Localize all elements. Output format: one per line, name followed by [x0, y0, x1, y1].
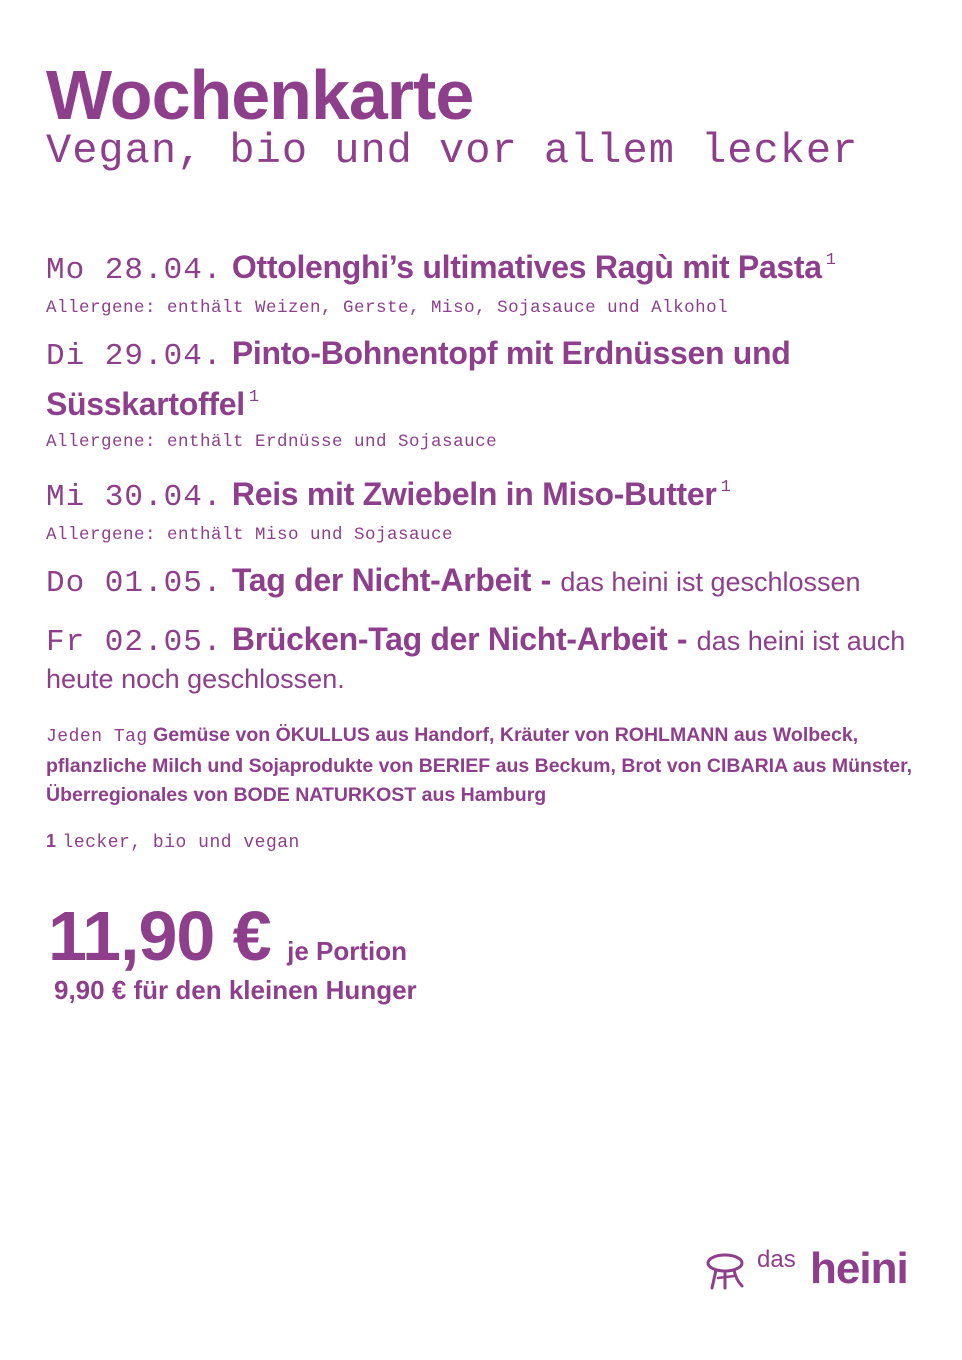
suppliers-lead: Jeden Tag [46, 727, 148, 747]
menu-entry-dish: Ottolenghi’s ultimatives Ragù mit Pasta [231, 249, 822, 285]
logo-heini: heini [810, 1244, 908, 1293]
menu-entry-date: Mo 28.04. [46, 253, 223, 288]
footnote-mark: 1 [720, 478, 731, 497]
footnote [46, 829, 300, 855]
menu-entry-tuesday [46, 333, 926, 453]
suppliers-info [46, 721, 926, 810]
menu-entry-date: Mi 30.04. [46, 480, 223, 515]
heini-logo [700, 1244, 920, 1294]
page-subtitle: Vegan, bio und vor allem lecker [46, 127, 859, 175]
menu-entry-date: Di 29.04. [46, 339, 223, 374]
menu-entry-allergens: Allergene: enthält Weizen, Gerste, Miso, Sojasauce und Alkohol [46, 298, 729, 318]
price-small: 9,90 € für den kleinen Hunger [54, 975, 417, 1005]
page-title: Wochenkarte [46, 56, 474, 134]
menu-entry-monday [46, 240, 926, 319]
footnote-mark: 1 [248, 388, 260, 407]
menu-entry-dish: Tag der Nicht-Arbeit [231, 562, 532, 598]
price-unit: je Portion [287, 936, 408, 966]
footnote-mark: 1 [825, 251, 836, 270]
weekly-menu [46, 240, 926, 710]
menu-entry-thursday [46, 560, 926, 604]
menu-entry-wednesday [46, 467, 926, 546]
menu-entry-dish: Brücken-Tag der Nicht-Arbeit [231, 621, 668, 657]
footnote-text: lecker, bio und vegan [62, 833, 300, 853]
menu-entry-date: Fr 02.05. [46, 625, 223, 660]
suppliers-text: Gemüse von ÖKULLUS aus Handorf, Kräuter von ROHLMANN aus Wolbeck, pflanzliche Milch und Sojaprodukte von BERIEF aus Beckum, Brot von CIBARIA aus Münster, Überregionales von BODE NATURKOST aus Hamburg [46, 724, 913, 806]
menu-entry-separator: - [540, 562, 551, 598]
menu-entry-allergens: Allergene: enthält Erdnüsse und Sojasauce [46, 432, 498, 452]
menu-entry-friday [46, 622, 926, 696]
menu-entry-allergens: Allergene: enthält Miso und Sojasauce [46, 525, 454, 545]
menu-entry-separator: - [676, 621, 688, 657]
menu-entry-date: Do 01.05. [46, 566, 223, 601]
logo-das: das [757, 1246, 796, 1273]
menu-entry-dish: Pinto-Bohnentopf mit Erdnüssen und Süsskartoffel [46, 335, 791, 422]
menu-entry-dish: Reis mit Zwiebeln in Miso-Butter [231, 476, 717, 512]
price-amount: 11,90 € [48, 897, 271, 975]
price [48, 896, 407, 976]
footnote-number: 1 [46, 831, 57, 851]
menu-entry-note: das heini ist geschlossen [560, 567, 861, 597]
menu-entry-note: das heini ist auch heute noch geschlossen. [46, 626, 906, 694]
heini-logo-icon [704, 1252, 746, 1290]
